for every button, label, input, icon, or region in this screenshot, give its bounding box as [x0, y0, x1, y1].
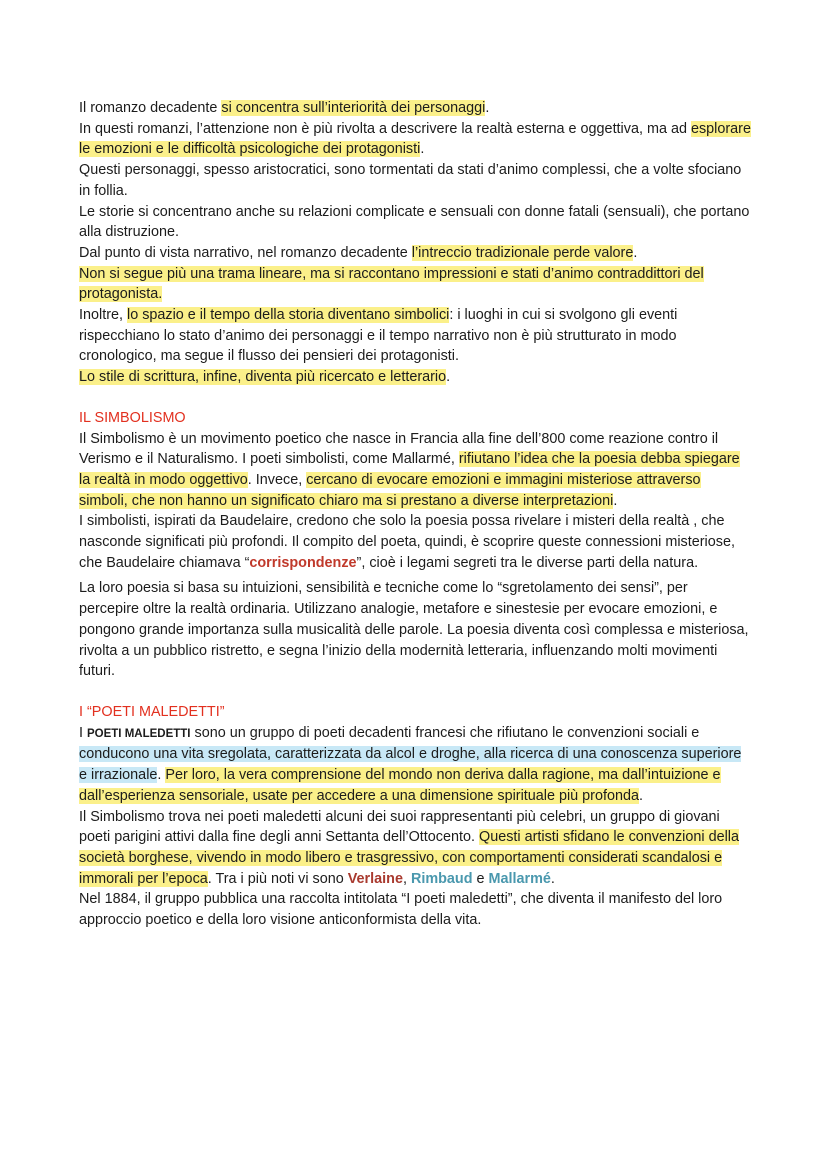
highlight: rifiutano l’idea che la poesia debba spiegare la realtà in modo oggettivo [79, 451, 740, 488]
paragraph: Inoltre, lo spazio e il tempo della storia diventano simbolici: i luoghi in cui si svolgono gli eventi rispecchiano lo stato d’animo dei personaggi e il tempo narrativo non è più strutturato in modo cronologico, ma segue il flusso dei pensieri dei protagonisti. [79, 307, 678, 365]
paragraph: Lo stile di scrittura, infine, diventa più ricercato e letterario. [79, 369, 451, 386]
paragraph: I POETI MALEDETTI sono un gruppo di poeti decadenti francesi che rifiutano le convenzioni sociali e conducono una vita sregolata, caratterizzata da alcol e droghe, alla ricerca di una conoscenza superiore e irrazionale. Per loro, la vera comprensione del mondo non deriva dalla ragione, ma dall’intuizione e dall’esperienza sensoriale, usate per accedere a una dimensione spirituale più profonda. [79, 724, 742, 804]
paragraph: Il Simbolismo è un movimento poetico che nasce in Francia alla fine dell’800 come reazione contro il Verismo e il Naturalismo. I poeti simbolisti, come Mallarmé, rifiutano l’idea che la poesia debba spiegare la realtà in modo oggettivo. Invece, cercano di evocare emozioni e immagini misteriose attraverso simboli, che non hanno un significato chiaro ma si prestano a diverse interpretazioni. [79, 430, 740, 509]
highlight: Per loro, la vera comprensione del mondo non deriva dalla ragione, ma dall’intuizione e dall’esperienza sensoriale, usate per accedere a una dimensione spirituale più profonda [79, 767, 721, 804]
paragraph: Nel 1884, il gruppo pubblica una raccolta intitolata “I poeti maledetti”, che diventa il manifesto del loro approccio poetico e della loro visione anticonformista della vita. [79, 891, 723, 929]
highlight: lo spazio e il tempo della storia diventano simbolici [127, 307, 450, 324]
section-heading: IL SIMBOLISMO [79, 409, 186, 426]
section-heading: I “POETI MALEDETTI” [79, 703, 225, 720]
key-term: corrispondenze [249, 554, 357, 571]
paragraph [79, 264, 751, 305]
paragraph: Dal punto di vista narrativo, nel romanzo decadente l’intreccio tradizionale perde valore. [79, 244, 638, 261]
poet-name-rimbaud: Rimbaud [410, 870, 473, 887]
paragraph: Il Simbolismo trova nei poeti maledetti alcuni dei suoi rappresentanti più celebri, un gruppo di giovani poeti parigini attivi dalla fine degli anni Settanta dell’Ottocento. Questi artisti sfidano le convenzioni della società borghese, vivendo in modo libero e trasgressivo, con comportamenti considerati scandalosi e immorali per l’epoca. Tra i più noti vi sono Verlaine, Rimbaud e Mallarmé. [79, 808, 739, 887]
paragraph: In questi romanzi, l’attenzione non è più rivolta a descrivere la realtà esterna e oggettiva, ma ad esplorare le emozioni e le difficoltà psicologiche dei protagonisti. [79, 120, 751, 158]
highlight: conducono una vita sregolata, caratterizzata da alcol e droghe, alla ricerca di una conoscenza superiore e irrazionale [79, 746, 742, 784]
highlight: cercano di evocare emozioni e immagini misteriose attraverso simboli, che non hanno un significato chiaro ma si prestano a diverse interpretazioni [79, 471, 701, 509]
highlight: si concentra sull’interiorità dei personaggi [221, 100, 486, 116]
simbolismo-section [79, 408, 751, 682]
highlight: Non si segue più una trama lineare, ma si raccontano impressioni e stati d’animo contraddittori del protagonista. [79, 265, 704, 303]
paragraph: La loro poesia si basa su intuizioni, sensibilità e tecniche come lo “sgretolamento dei sensi”, per percepire oltre la realtà ordinaria. Utilizzano analogie, metafore e sinestesie per evocare emozioni, e pongono grande importanza sulla musicalità delle parole. La poesia diventa così complessa e misteriosa, rivolta a un pubblico ristretto, e segna l’inizio della modernità letteraria, influenzando molti movimenti futuri. [79, 580, 749, 680]
paragraph: Questi personaggi, spesso aristocratici, sono tormentati da stati d’animo complessi, che a volte sfociano in follia. [79, 162, 742, 199]
document-page [79, 98, 751, 931]
poet-name-mallarme: Mallarmé [488, 870, 551, 887]
highlight: esplorare le emozioni e le difficoltà psicologiche dei protagonisti [79, 120, 751, 158]
paragraph: I simbolisti, ispirati da Baudelaire, credono che solo la poesia possa rivelare i misteri della realtà , che nasconde significati più profondi. Il compito del poeta, quindi, è scoprire queste connessioni misteriose, che Baudelaire chiamava “corrispondenze”, cioè i legami segreti tra le diverse parti della natura. [79, 513, 735, 571]
romanzo-decadente-section [79, 98, 751, 388]
paragraph: Il romanzo decadente si concentra sull’interiorità dei personaggi. [79, 100, 490, 116]
highlight: l’intreccio tradizionale perde valore [411, 244, 634, 261]
key-term: POETI MALEDETTI [87, 727, 191, 740]
highlight: Questi artisti sfidano le convenzioni della società borghese, vivendo in modo libero e trasgressivo, con comportamenti considerati scandalosi e immorali per l’epoca [79, 829, 739, 887]
highlight: Lo stile di scrittura, infine, diventa più ricercato e letterario [79, 369, 447, 386]
poeti-maledetti-section [79, 702, 751, 931]
paragraph: Le storie si concentrano anche su relazioni complicate e sensuali con donne fatali (sensuali), che portano alla distruzione. [79, 203, 750, 241]
poet-name-verlaine: Verlaine [347, 870, 403, 887]
